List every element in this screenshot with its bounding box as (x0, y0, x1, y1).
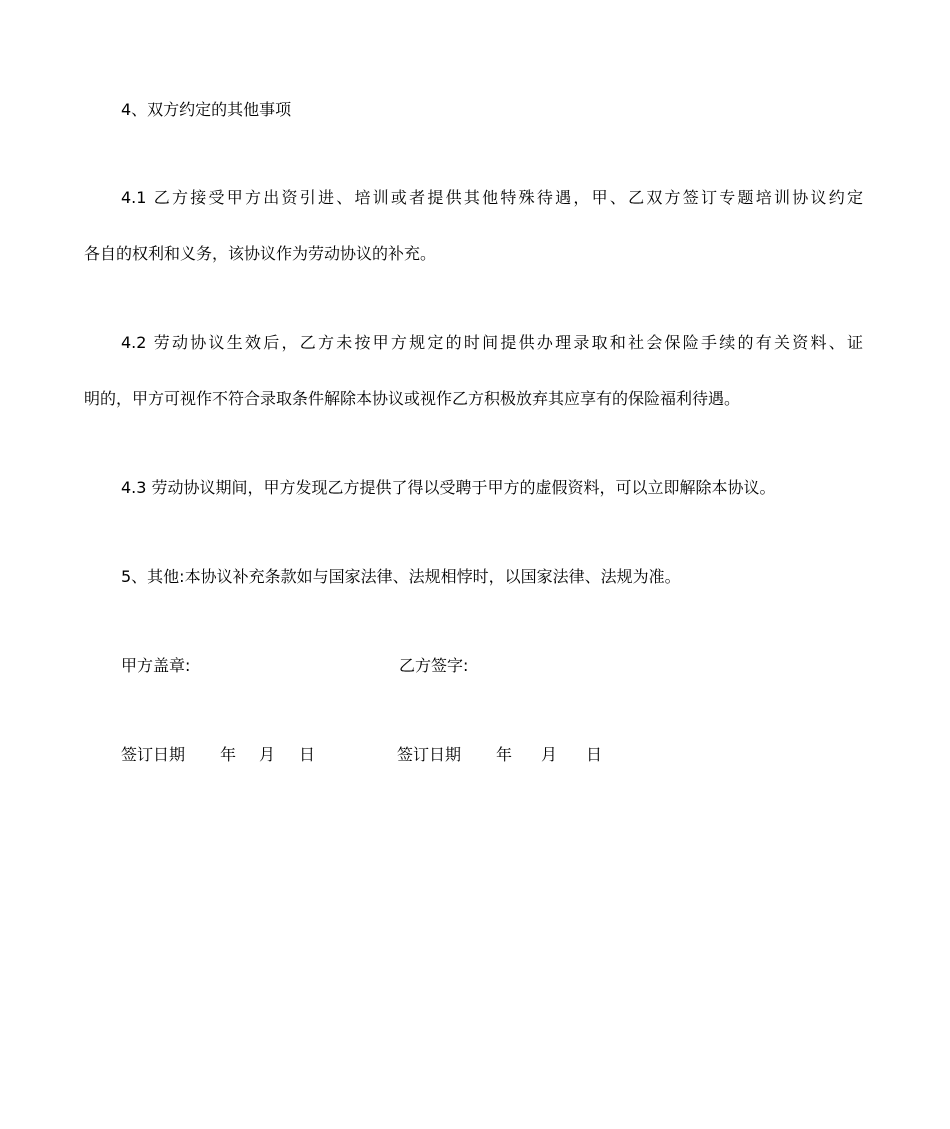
party-a-date-year: 年 (220, 745, 237, 764)
clause-4-1-line-1: 4.1 乙方接受甲方出资引进、培训或者提供其他特殊待遇，甲、乙双方签订专题培训协议约定 (121, 188, 863, 207)
clause-5: 5、其他:本协议补充条款如与国家法律、法规相悖时，以国家法律、法规为准。 (121, 567, 681, 586)
party-b-date-month: 月 (541, 745, 558, 764)
party-b-date-day: 日 (586, 745, 603, 764)
clause-4-1-line-2: 各自的权利和义务，该协议作为劳动协议的补充。 (84, 244, 437, 263)
party-b-date-year: 年 (496, 745, 513, 764)
party-a-date-day: 日 (299, 745, 316, 764)
section-heading-4: 4、双方约定的其他事项 (121, 100, 292, 119)
clause-4-2-line-1: 4.2 劳动协议生效后，乙方未按甲方规定的时间提供办理录取和社会保险手续的有关资料、证 (121, 333, 863, 352)
party-a-date-month: 月 (259, 745, 276, 764)
party-b-sign-label: 乙方签字: (399, 656, 469, 675)
clause-4-3: 4.3 劳动协议期间，甲方发现乙方提供了得以受聘于甲方的虚假资料，可以立即解除本协议。 (121, 478, 776, 497)
party-a-date-label: 签订日期 (121, 745, 186, 764)
clause-4-2-line-2: 明的，甲方可视作不符合录取条件解除本协议或视作乙方积极放弃其应享有的保险福利待遇。 (84, 389, 741, 408)
party-b-date-label: 签订日期 (397, 745, 462, 764)
party-a-seal-label: 甲方盖章: (121, 656, 191, 675)
